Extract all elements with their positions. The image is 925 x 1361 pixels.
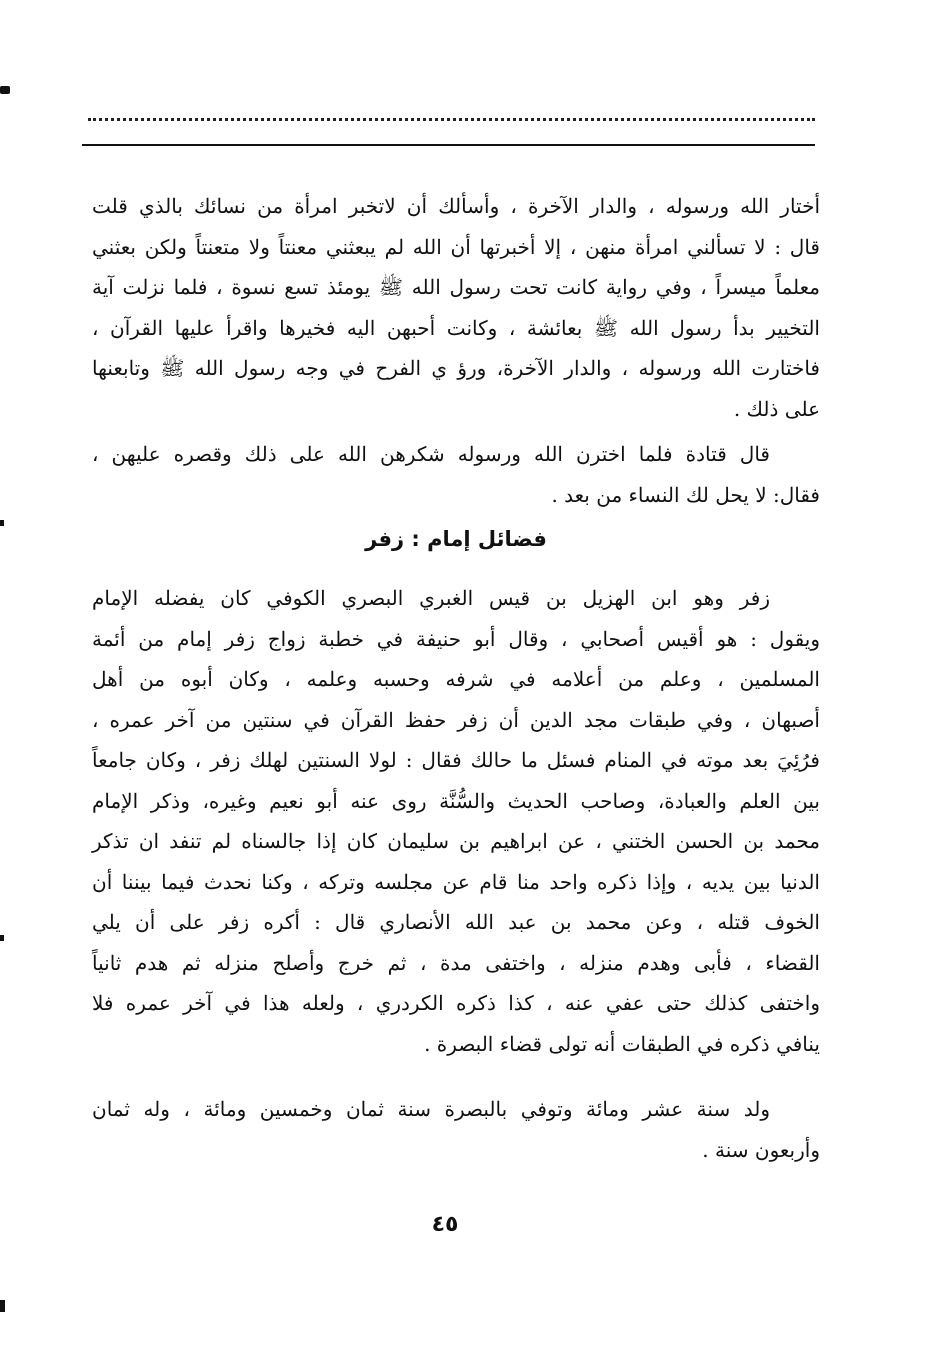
- text-line: فاختارت الله ورسوله ، والدار الآخرة، ورؤ ي الفرح في وجه رسول الله ﷺ وتابعنها: [92, 356, 820, 380]
- text-line: فرُئِيَ بعد موته في المنام فسئل ما حالك فقال : لولا السنتين لهلك زفر ، وكان جامعاً: [92, 748, 820, 772]
- paragraph-zufar: [92, 578, 820, 1064]
- text-line: المسلمين ، وعلم من أعلامه في شرفه وحسبه وعلمه ، وكان أبوه من أهل: [92, 667, 820, 691]
- text-line: الخوف قتله ، وعن محمد بن عبد الله الأنصاري قال : أكره زفر على أن يلي: [92, 910, 820, 934]
- text-line: أختار الله ورسوله ، والدار الآخرة ، وأسألك أن لاتخبر امرأة من نسائك بالذي قلت: [92, 194, 820, 218]
- text-line: القضاء ، فأبى وهدم منزله ، واختفى مدة ، ثم خرج وأصلح منزله ثم هدم ثانياً: [92, 950, 820, 975]
- text-line: ويقول : هو أقيس أصحابي ، وقال أبو حنيفة في خطبة زواج زفر إمام من أئمة: [92, 626, 820, 651]
- scan-edge-mark: [0, 86, 10, 94]
- text-line: واختفى كذلك حتى عفي عنه ، كذا ذكره الكردري ، ولعله هذا في آخر عمره فلا: [92, 991, 820, 1015]
- text-line: ولد سنة عشر ومائة وتوفي بالبصرة سنة ثمان وخمسين ومائة ، وله ثمان: [92, 1097, 770, 1121]
- text-line: قال : لا تسألني امرأة منهن ، إلا أخبرتها أن الله لم يبعثني معنتاً ولا متعنتاً ولكن بعثني: [92, 234, 820, 259]
- paragraph-birth-death: [92, 1089, 820, 1170]
- text-line: وأربعون سنة .: [702, 1137, 820, 1162]
- paragraph-continuation: [92, 186, 820, 429]
- text-line: زفر وهو ابن الهزيل بن قيس الغبري البصري الكوفي كان يفضله الإمام: [92, 586, 770, 610]
- text-line: بين العلم والعبادة، وصاحب الحديث والسُّنَّة روى عنه أبو نعيم وغيره، وذكر الإمام: [92, 788, 820, 813]
- paragraph-qatada: [92, 434, 820, 515]
- text-line: معلماً ميسراً ، وفي رواية كانت تحت رسول الله ﷺ يومئذ تسع نسوة ، فلما نزلت آية: [92, 275, 820, 299]
- text-line: محمد بن الحسن الختني ، عن ابراهيم بن سليمان كان إذا جالسناه لم تنفد ان تذكر: [92, 829, 820, 853]
- header-dotted-rule: [88, 118, 815, 121]
- section-heading: فضائل إمام : زفر: [365, 527, 547, 551]
- text-line: التخيير بدأ رسول الله ﷺ بعائشة ، وكانت أحبهن اليه فخيرها واقرأ عليها القرآن ،: [92, 315, 820, 340]
- scan-edge-mark: [0, 520, 4, 526]
- text-line: على ذلك .: [733, 396, 820, 421]
- text-line: الدنيا بين يديه ، وإذا ذكره واحد منا قام عن مجلسه وتركه ، وكنا نحدث فيما بيننا أن: [92, 869, 820, 894]
- text-line: فقال: لا يحل لك النساء من بعد .: [551, 482, 820, 507]
- text-line: أصبهان ، وفي طبقات مجد الدين أن زفر حفظ القرآن في سنتين من آخر عمره ،: [92, 707, 820, 732]
- header-solid-rule: [82, 144, 815, 146]
- text-line: قال قتادة فلما اخترن الله ورسوله شكرهن الله على ذلك وقصره عليهن ،: [92, 442, 770, 466]
- page-number: ٤٥: [431, 1212, 459, 1237]
- text-line: ينافي ذكره في الطبقات أنه تولى قضاء البصرة .: [424, 1031, 820, 1056]
- scan-edge-mark: [0, 1300, 5, 1312]
- scan-edge-mark: [0, 935, 4, 941]
